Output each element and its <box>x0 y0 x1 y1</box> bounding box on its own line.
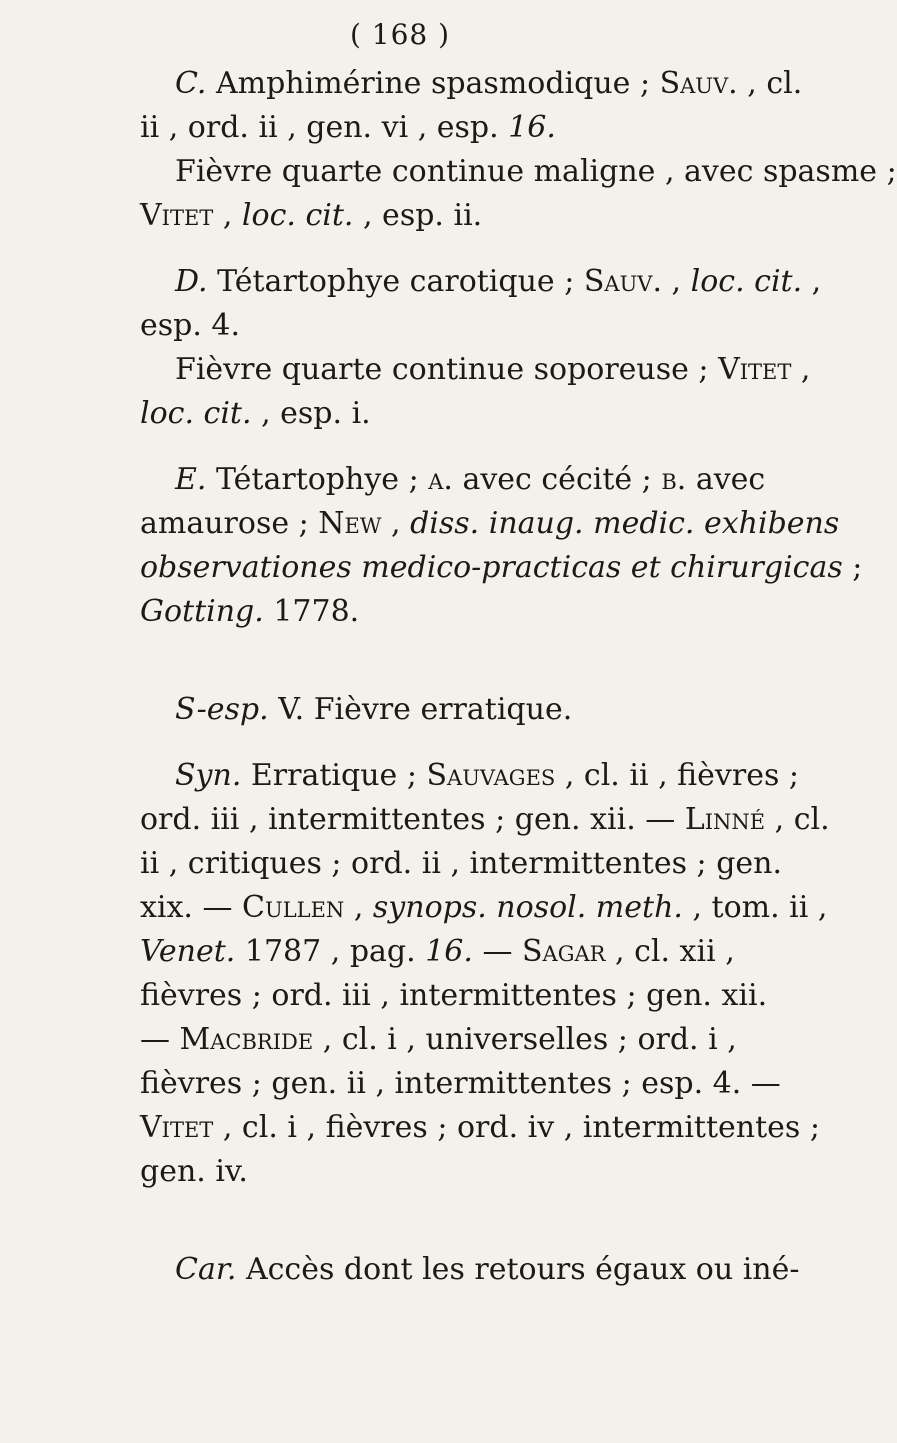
text-segment: Accès dont les retours égaux ou iné- <box>236 1252 800 1287</box>
italic-text: Venet. <box>140 934 236 969</box>
text-line <box>140 754 800 798</box>
italic-text: S-esp. <box>175 692 269 727</box>
text-line <box>140 546 863 590</box>
text-segment: , tom. ii , <box>682 890 828 925</box>
italic-text: D. <box>175 264 208 299</box>
text-line <box>140 974 780 1018</box>
text-line <box>140 150 897 194</box>
text-segment: , cl. <box>737 66 803 101</box>
text-line <box>140 194 780 238</box>
text-line <box>140 1106 820 1150</box>
text-line <box>140 688 780 732</box>
text-segment: Fièvre quarte continue soporeuse ; <box>175 352 719 387</box>
text-line <box>140 260 822 304</box>
italic-text: synops. nosol. meth. <box>372 890 683 925</box>
text-segment: ii , critiques ; ord. ii , intermittentes ; gen. <box>140 846 783 881</box>
page-body-text <box>140 62 897 1292</box>
italic-text: loc. cit. <box>140 396 252 431</box>
text-segment: , <box>791 352 811 387</box>
text-line <box>140 304 780 348</box>
text-line <box>140 590 780 634</box>
italic-text: 16. <box>508 110 556 145</box>
text-segment: 1778. <box>263 594 360 629</box>
text-segment: , cl. <box>765 802 830 837</box>
text-segment: , cl. xii , <box>605 934 735 969</box>
text-segment: Tétartophye ; <box>206 462 429 497</box>
text-segment: fièvres ; ord. iii , intermittentes ; gen. xii. <box>140 978 768 1013</box>
author-name: New <box>318 506 382 541</box>
italic-text: observationes medico-practicas et chirurgicas <box>140 550 843 585</box>
text-segment: xix. — <box>140 890 243 925</box>
text-segment: — <box>140 1022 180 1057</box>
text-line <box>140 348 811 392</box>
author-name: Vitet <box>140 1110 214 1145</box>
italic-text: loc. cit. <box>241 198 354 233</box>
text-segment: , <box>662 264 691 299</box>
italic-text: diss. inaug. medic. exhibens <box>410 506 840 541</box>
text-segment: , cl. i , universelles ; ord. i , <box>313 1022 737 1057</box>
text-segment: , <box>344 890 373 925</box>
italic-text: Gotting. <box>140 594 264 629</box>
text-segment: avec cécité ; <box>452 462 662 497</box>
author-name: Linné <box>684 802 766 837</box>
text-segment: Erratique ; <box>241 758 427 793</box>
text-segment: Fièvre quarte continue maligne , avec spasme ; <box>175 154 897 189</box>
author-name: Macbride <box>179 1022 314 1057</box>
italic-text: loc. cit. <box>690 264 803 299</box>
text-segment: esp. 4. <box>140 308 241 343</box>
italic-text: C. <box>175 66 207 101</box>
text-segment: 1787 , pag. <box>235 934 426 969</box>
text-segment: , cl. ii , fièvres ; <box>555 758 800 793</box>
text-segment: , esp. i. <box>251 396 371 431</box>
text-segment: , cl. i , fièvres ; ord. iv , intermittentes ; <box>213 1110 820 1145</box>
text-line <box>140 1018 780 1062</box>
text-segment: gen. iv. <box>140 1154 248 1189</box>
author-name: Vitet <box>140 198 214 233</box>
paragraph-gap <box>140 1194 780 1248</box>
text-segment: ord. iii , intermittentes ; gen. xii. — <box>140 802 685 837</box>
text-line <box>140 1150 780 1194</box>
author-name: Sauv. <box>659 66 738 101</box>
text-line <box>140 392 780 436</box>
italic-text: Car. <box>175 1252 237 1287</box>
text-line <box>140 62 803 106</box>
text-segment: , <box>381 506 411 541</box>
author-name: b. <box>661 462 687 497</box>
author-name: Sagar <box>522 934 606 969</box>
author-name: Vitet <box>718 352 792 387</box>
text-line <box>140 886 828 930</box>
italic-text: Syn. <box>175 758 242 793</box>
italic-text: 16. <box>425 934 473 969</box>
text-segment: Amphimérine spasmodique ; <box>206 66 660 101</box>
text-segment: — <box>472 934 522 969</box>
author-name: Cullen <box>242 890 345 925</box>
text-segment: Tétartophye carotique ; <box>207 264 584 299</box>
text-line <box>140 1248 800 1292</box>
text-segment: , esp. ii. <box>353 198 483 233</box>
text-segment: , <box>213 198 242 233</box>
author-name: Sauvages <box>426 758 556 793</box>
text-line <box>140 1062 780 1106</box>
text-line <box>140 106 780 150</box>
text-segment: amaurose ; <box>140 506 319 541</box>
text-segment: , <box>802 264 822 299</box>
text-line <box>140 930 780 974</box>
text-segment: V. Fièvre erratique. <box>268 692 573 727</box>
text-line <box>140 798 830 842</box>
text-segment: fièvres ; gen. ii , intermittentes ; esp. 4. — <box>140 1066 781 1101</box>
text-line <box>140 458 780 502</box>
paragraph-gap <box>140 436 780 458</box>
text-segment: avec <box>686 462 766 497</box>
author-name: Sauv. <box>583 264 662 299</box>
paragraph-gap <box>140 732 780 754</box>
italic-text: E. <box>175 462 207 497</box>
text-line <box>140 842 783 886</box>
text-line <box>140 502 840 546</box>
author-name: a. <box>428 462 453 497</box>
page-number: ( 168 ) <box>349 18 451 51</box>
paragraph-gap <box>140 238 780 260</box>
text-segment: ; <box>842 550 863 585</box>
text-segment: ii , ord. ii , gen. vi , esp. <box>140 110 509 145</box>
paragraph-gap <box>140 634 780 688</box>
